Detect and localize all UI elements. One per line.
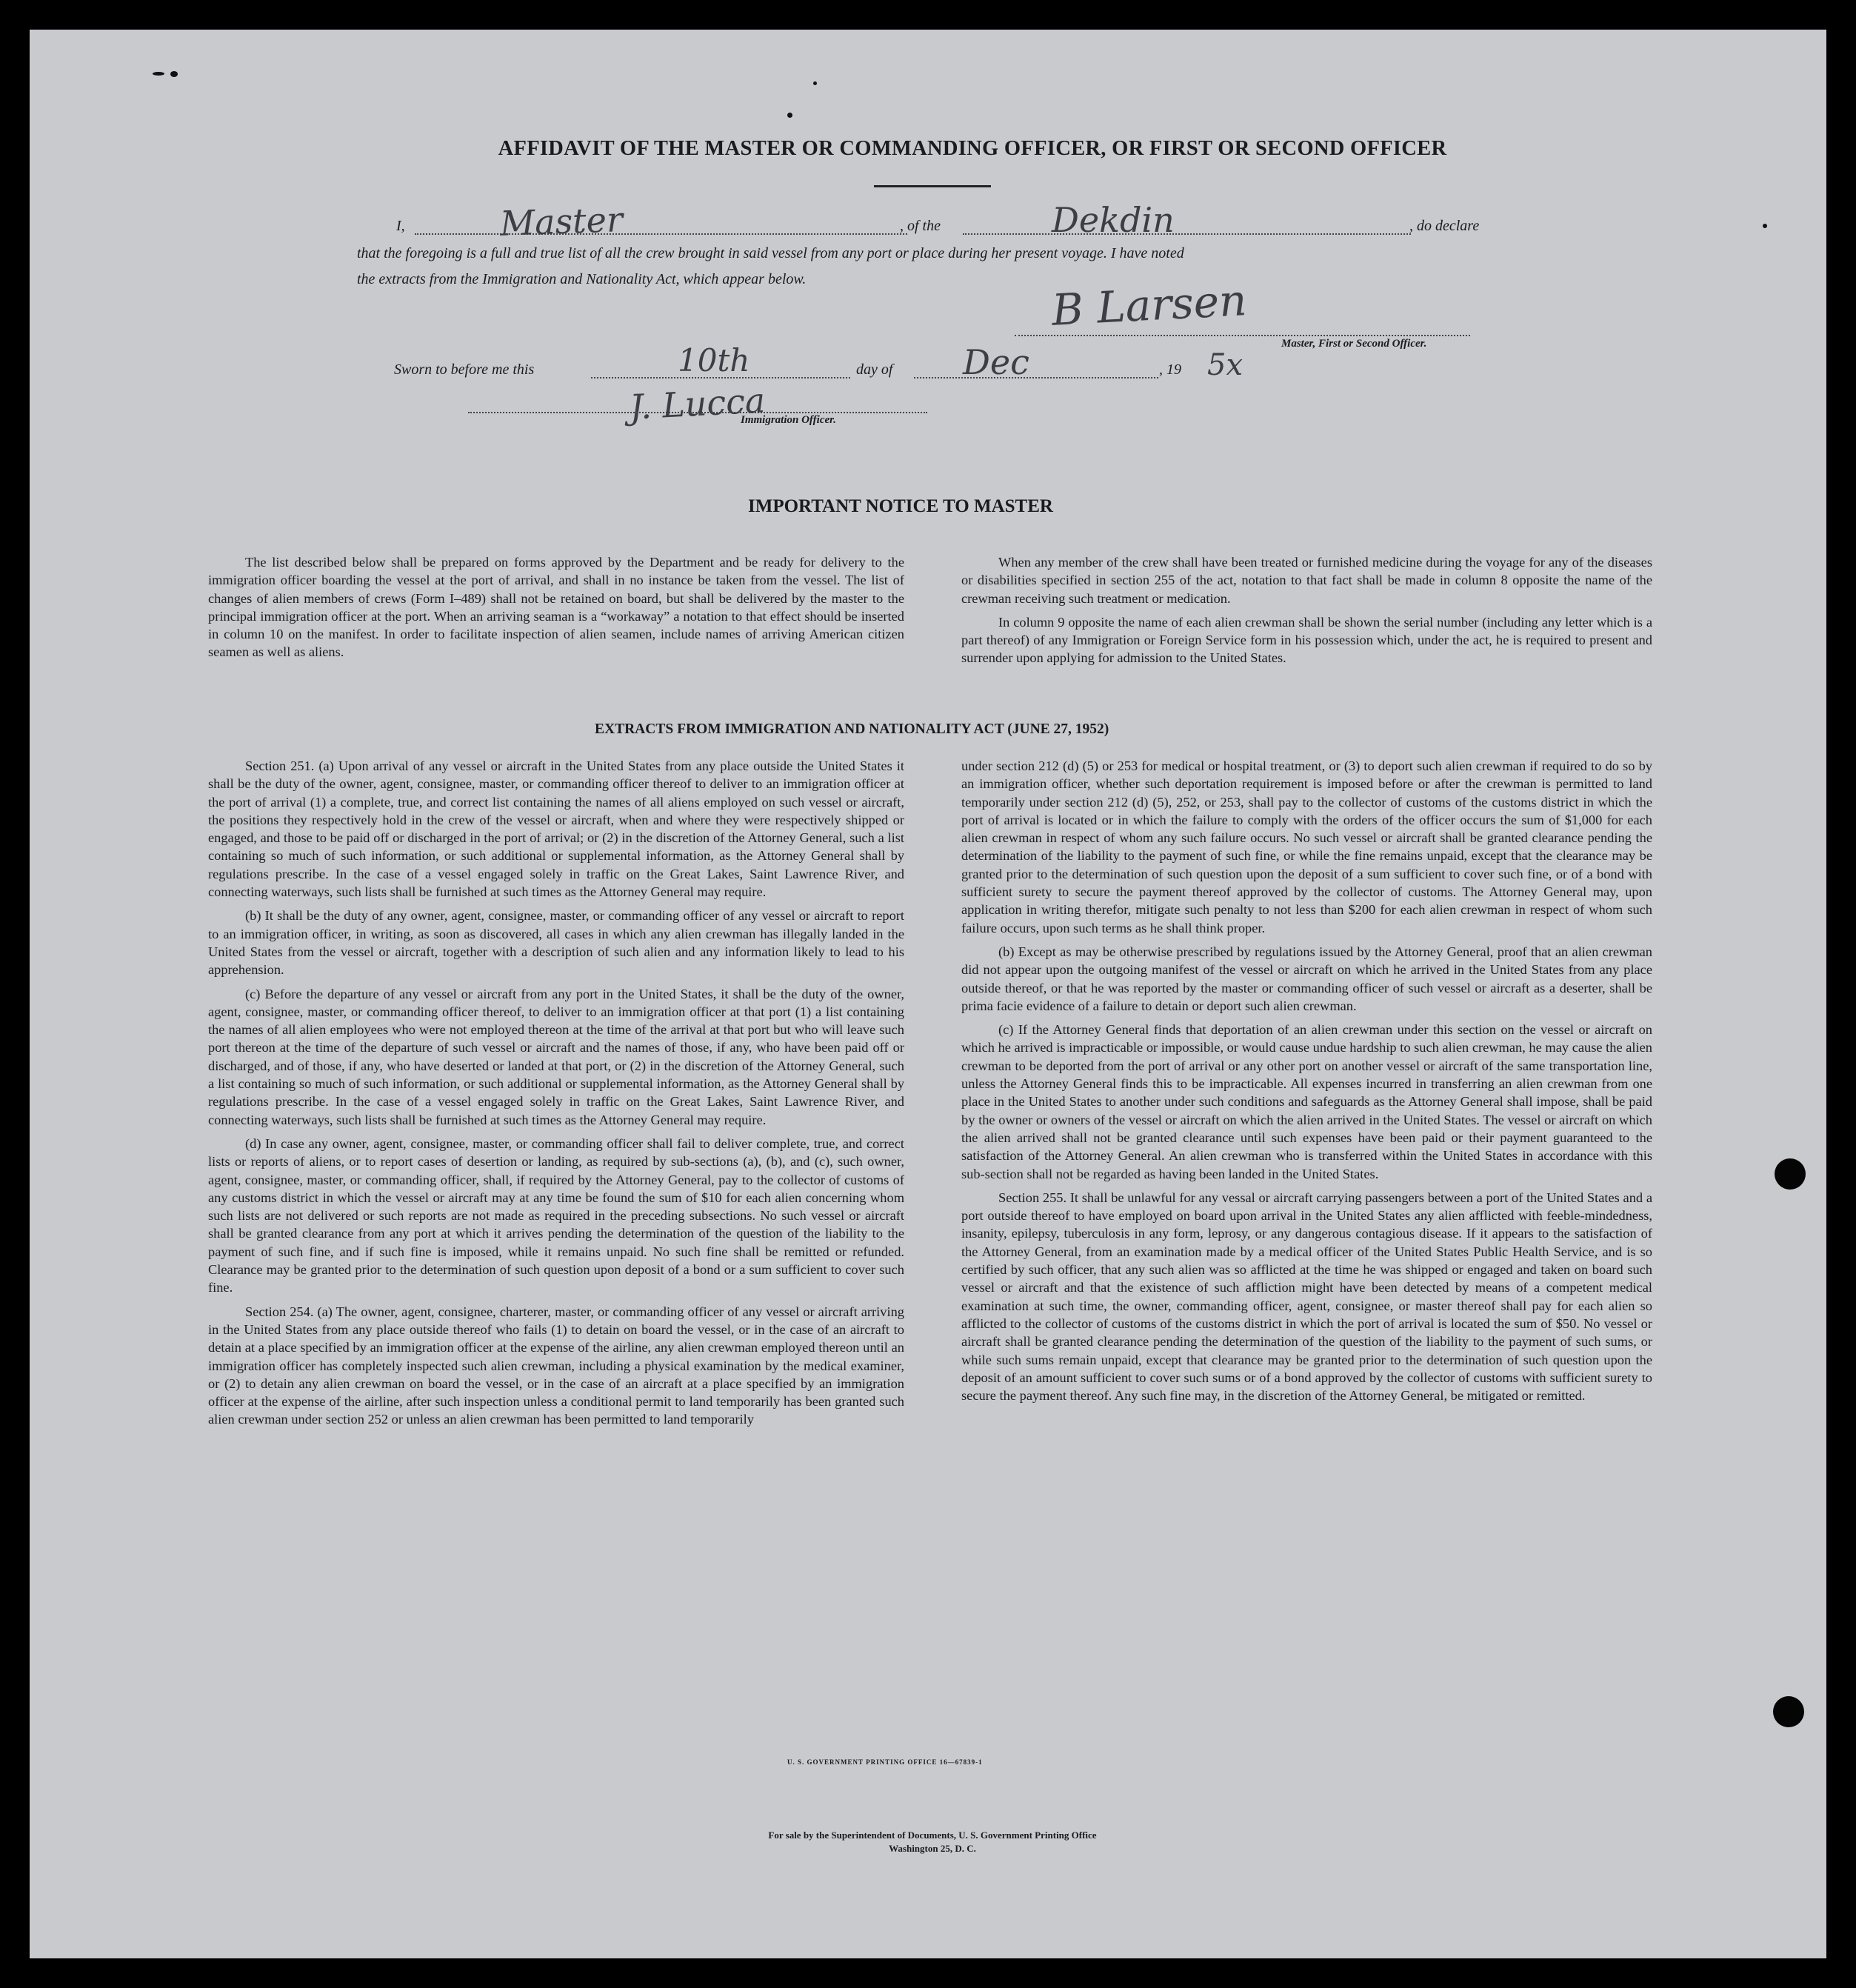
affidavit-title: AFFIDAVIT OF THE MASTER OR COMMANDING OFFICER, OR FIRST OR SECOND OFFICER [498,137,1447,160]
handwritten-year: 5x [1207,348,1244,382]
handwritten-name: Master [499,199,624,244]
extracts-left-column [208,757,904,1435]
extracts-right-column [961,757,1652,1410]
master-signature: B Larsen [1050,275,1248,336]
notice-right-text-2: In column 9 opposite the name of each alien crewman shall be shown the serial number (including any letter which is a part thereof) of any Immigration or Foreign Service form in his possession which, under the act, he is required to present and surrender upon applying for admission to the United States. [961,614,1652,666]
immigration-caption: Immigration Officer. [741,414,836,426]
i-label: I, [396,218,405,234]
notice-right [961,553,1652,673]
section-255: Section 255. It shall be unlawful for any vessal or aircraft carrying passengers between a port of the United States and a port outside thereof to have employed on board upon arrival in the United States any alien afflicted with feeble-mindedness, insanity, epilepsy, tuberculosis in any form, leprosy, or any dangerous contagious disease. If it appears to the satisfaction of the Attorney General, from an examination made by a medical officer of the United States Public Health Service, and is so certified by such officer, that any such alien was so afflicted at the time he was shipped or engaged and taken on board such vessel or aircraft and that the existence of such affliction might have been detected by means of a competent medical examination at such time, the owner, commanding officer, agent, consignee, or master thereof shall pay for each alien so afflicted to the collector of customs of the customs district in which the port of arrival is located the sum of $50. No vessel or aircraft shall be granted clearance pending the determination of the question of the liability to the payment of such sums, or while such sums remain unpaid, except that clearance may be granted prior to the determination of such question upon the deposit of an amount sufficient to cover such sums or of a bond approved by the collector of customs with sufficient surety to secure the payment thereof. Any such fine may, in the discretion of the Attorney General, be mitigated or remitted. [961,1190,1652,1404]
sale-line-2: Washington 25, D. C. [889,1843,976,1854]
declaration-line-2: that the foregoing is a full and true list of all the crew brought in said vessel from any port or place during her present voyage. I have noted [357,245,1184,261]
handwritten-vessel: Dekdin [1052,200,1175,240]
do-declare-label: , do declare [1409,218,1480,234]
section-251b: (b) It shall be the duty of any owner, agent, consignee, master, or commanding officer of any vessel or aircraft to report to an immigration officer, in writing, as soon as discovered, all cases in which any alien crewman has illegally landed in the United States from the vessel or aircraft, together with a description of such alien and any information likely to lead to his apprehension. [208,908,904,978]
punch-hole [1775,1158,1806,1190]
notice-title: IMPORTANT NOTICE TO MASTER [748,496,1053,516]
month-blank [914,377,1158,378]
scan-speck [170,71,178,77]
notice-right-text-1: When any member of the crew shall have been treated or furnished medicine during the voyage for any of the diseases or disabilities specified in section 255 of the act, notation to that fact shall be made in column 8 opposite the name of the crewman receiving such treatment or medication. [961,555,1652,606]
section-254c: (c) If the Attorney General finds that deportation of an alien crewman under this section on the vessel or aircraft on which he arrived is impracticable or impossible, or would cause undue hardship to such alien crewman, he may cause the alien crewman to be deported from the port of arrival or any other port on another vessel or aircraft of the same transportation line, unless the Attorney General finds this to be impracticable. All expenses incurred in transferring an alien crewman from one place in the United States to another under such conditions and safeguards as the Attorney General shall impose, shall be paid by the owner or owners of the vessel or aircraft on which the alien arrived in the United States. The vessel or aircraft on which the alien arrived shall not be granted clearance until such expenses have been paid or their payment guaranteed to the satisfaction of the Attorney General. An alien crewman who is transferred within the United States in accordance with this sub-section shall not be regarded as having been landed in the United States. [961,1022,1652,1181]
section-254b: (b) Except as may be otherwise prescribed by regulations issued by the Attorney General, proof that an alien crewman did not appear upon the outgoing manifest of the vessel or aircraft on which he arrived in the United States from any place outside thereof, or that he was reported by the master or commanding officer of such vessel or aircraft as a deserter, shall be prima facie evidence of a failure to detain or deport such alien crewman. [961,944,1652,1013]
scan-speck [153,72,164,76]
section-251c: (c) Before the departure of any vessel or aircraft from any port in the United States, it shall be the duty of the owner, agent, consignee, master, or commanding officer thereof, to deliver to an immigration officer at that port (1) a list containing the names of all alien employees who were not employed thereon at the time of the arrival at that port but who will leave such port thereon at the time of the departure of such vessel or aircraft and the names of those, if any, who have been paid off or discharged, and of those, if any, who have deserted or landed at that port, or (2) in the discretion of the Attorney General, such a list containing so much of such information, or such additional or supplemental information, as the Attorney General shall by regulations prescribe. In the case of a vessel engaged solely in traffic on the Great Lakes, Saint Lawrence River, and connecting waterways, such lists shall be furnished at such times as the Attorney General may require. [208,986,904,1127]
scan-speck [1763,224,1767,228]
section-251a: Section 251. (a) Upon arrival of any vessel or aircraft in the United States from any place outside the United States it shall be the duty of the owner, agent, consignee, master, or commanding officer thereof to deliver to an immigration officer at the port of arrival (1) a complete, true, and correct list containing the names of all aliens employed on such vessel or aircraft, the positions they respectively hold in the crew of the vessel or aircraft, when and where they were respectively shipped or engaged, and those to be paid off or discharged in the port of arrival; or (2) in the discretion of the Attorney General, such a list containing so much of such information, or such additional or supplemental information, as the Attorney General shall by regulations prescribe. In the case of a vessel engaged solely in traffic on the Great Lakes, Saint Lawrence River, and connecting waterways, such lists shall be furnished at such times as the Attorney General may require. [208,758,904,900]
vessel-blank [963,233,1411,235]
scan-speck [813,81,817,85]
officer-signature: J. Lucca [628,380,767,427]
notice-left [208,553,904,667]
declaration-line-3: the extracts from the Immigration and Nationality Act, which appear below. [357,271,807,287]
section-251d: (d) In case any owner, agent, consignee, master, or commanding officer shall fail to deliver complete, true, and correct lists or reports of aliens, or to report cases of desertion or landing, as required by sub-sections (a), (b), and (c), such owner, agent, consignee, master, or commanding officer, shall, if required by the Attorney General, pay to the collector of customs of any customs district in which the vessel or aircraft may at any time be found the sum of $10 for each alien concerning whom such lists are not delivered or such reports are not made as required in the preceding subsections. No such vessel or aircraft shall be granted clearance from any port at which it arrives pending the determination of the question of the liability to the payment of such fine, and if such fine is imposed, while it remains unpaid. No such fine shall be remitted or refunded. Clearance may be granted prior to the determination of such question upon deposit of a bond or a sum sufficient to cover such fine. [208,1135,904,1295]
year-prefix: , 19 [1159,361,1181,378]
scan-speck [787,113,792,118]
sale-line-1: For sale by the Superintendent of Documents, U. S. Government Printing Office [768,1829,1097,1841]
name-blank [415,233,907,235]
handwritten-month: Dec [963,342,1029,382]
punch-hole [1773,1696,1804,1727]
section-254a-continued: under section 212 (d) (5) or 253 for medical or hospital treatment, or (3) to deport such alien crewman if required to do so by an immigration officer, whether such deportation requirement is imposed before or after the crewman is permitted to land temporarily under section 212 (d) (5), 252, or 253, shall pay to the collector of customs of the customs district in which the port of arrival is located or in which the failure to comply with the orders of the officer occurs the sum of $1,000 for each alien crewman in respect of whom any such failure occurs. No such vessel or aircraft shall be granted clearance pending the determination of the liability to the payment of such fine, or while the fine remains unpaid, except that the clearance may be granted prior to the determination of such question upon the deposit of a sum sufficient to cover such fine, or of a bond with sufficient surety to secure the payment thereof approved by the collector of customs. The Attorney General may, upon application in writing therefor, mitigate such penalty to not less than $200 for each alien crewman in respect of whom such failure occurs, upon such terms as he shall think proper. [961,758,1652,935]
printer-line: U. S. GOVERNMENT PRINTING OFFICE 16—67839-1 [787,1758,983,1766]
officer-caption: Master, First or Second Officer. [1281,338,1427,350]
handwritten-day: 10th [678,342,750,378]
extracts-title: EXTRACTS FROM IMMIGRATION AND NATIONALITY ACT (JUNE 27, 1952) [595,721,1109,737]
title-rule [874,185,991,187]
sworn-label: Sworn to before me this [394,361,535,378]
section-254a: Section 254. (a) The owner, agent, consignee, charterer, master, or commanding officer of any vessel or aircraft arriving in the United States from any place outside thereof who fails (1) to detain on board the vessel, or in the case of an aircraft to detain at a place specified by an immigration officer at the expense of the airline, any alien crewman employed thereon until an immigration officer has completely inspected such alien crewman, including a physical examination by the medical examiner, or (2) to detain any alien crewman on board the vessel, or in the case of an aircraft at a place specified by an immigration officer at the expense of the airline, after such inspection unless a conditional permit to land temporarily has been granted such alien crewman under section 252 or unless an alien crewman has been permitted to land temporarily [208,1304,904,1427]
day-of-label: day of [856,361,893,378]
notice-left-text: The list described below shall be prepared on forms approved by the Department and be ready for delivery to the immigration officer boarding the vessel at the port of arrival, and shall in no instance be taken from the vessel. The list of changes of alien members of crews (Form I–489) shall not be retained on board, but shall be delivered by the master to the principal immigration officer at the port. When an arriving seaman is a “workaway” a notation to that effect should be inserted in column 10 on the manifest. In order to facilitate inspection of alien seamen, include names of arriving American citizen seamen as well as aliens. [208,555,904,660]
of-the-label: , of the [900,218,941,234]
signature-blank [1015,335,1470,336]
